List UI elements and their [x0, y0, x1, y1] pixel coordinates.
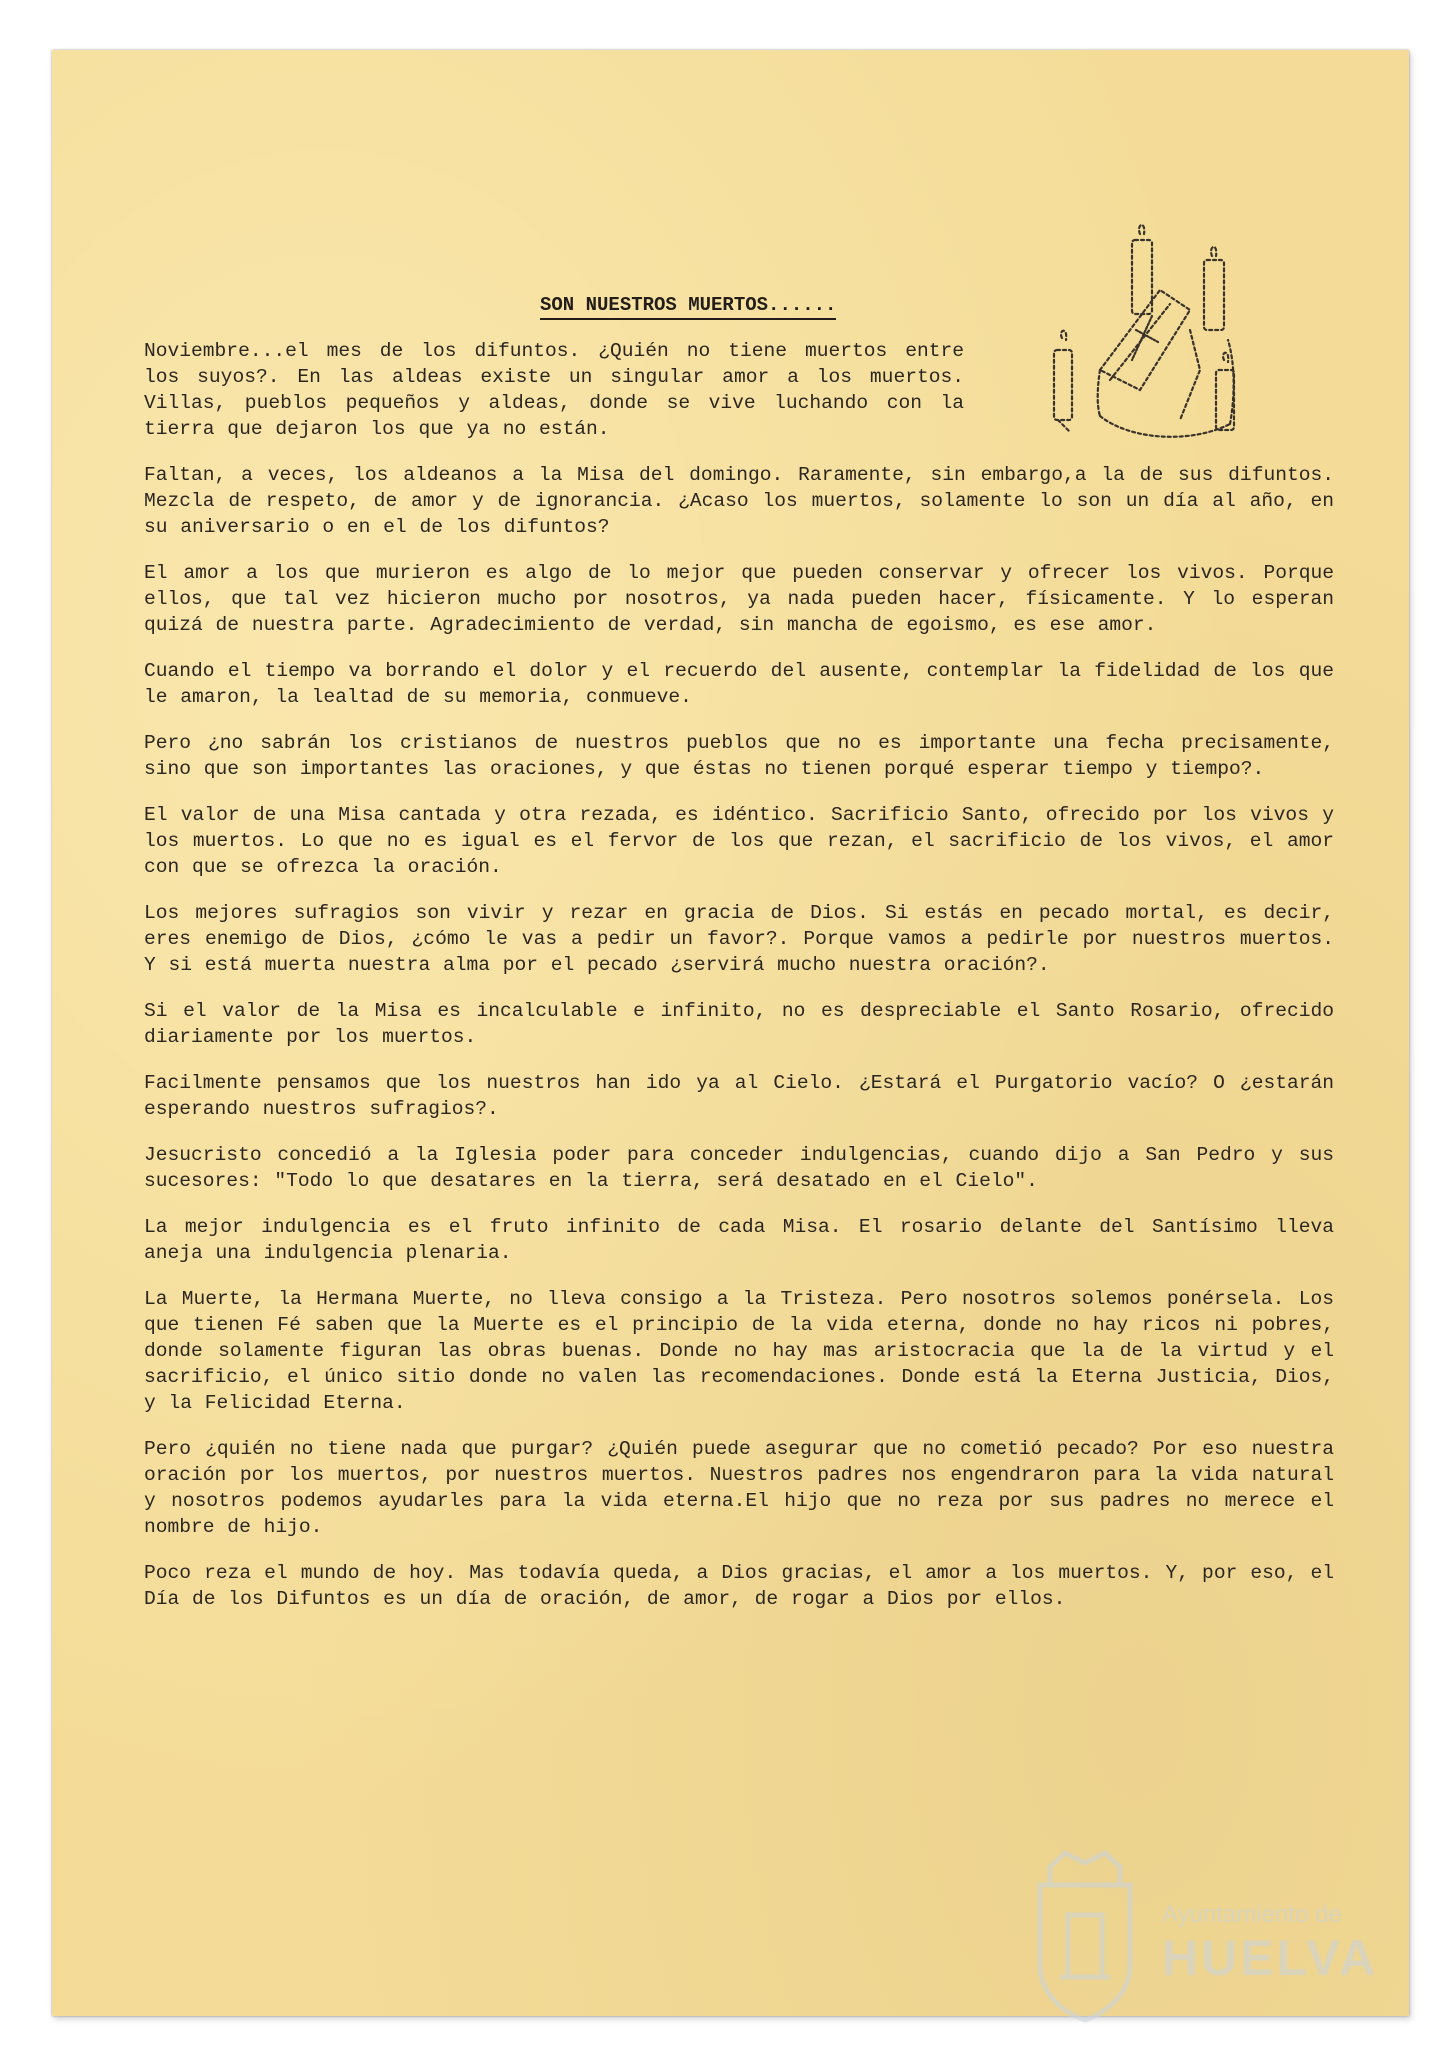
paragraph-9: Facilmente pensamos que los nuestros han ido ya al Cielo. ¿Estará el Purgatorio vacío? O ¿estarán esperando nuestros sufragios?. — [144, 1072, 1334, 1120]
paragraph-14: Poco reza el mundo de hoy. Mas todavía queda, a Dios gracias, el amor a los muertos. Y, por eso, el Día de los Difuntos es un día de oración, de amor, de rogar a Dios por ellos. — [144, 1562, 1334, 1610]
paragraph-11: La mejor indulgencia es el fruto infinito de cada Misa. El rosario delante del Santísimo lleva aneja una indulgencia plenaria. — [144, 1216, 1334, 1264]
document-title: SON NUESTROS MUERTOS...... — [144, 294, 1334, 316]
paragraph-3: El amor a los que murieron es algo de lo mejor que pueden conservar y ofrecer los vivos. Porque ellos, que tal vez hicieron mucho por nosotros, ya nada pueden hacer, físicamente. Y lo esperan quizá de nuestra parte. Agradecimiento de verdad, sin mancha de egoismo, es ese amor. — [144, 562, 1334, 636]
document-body — [144, 294, 1334, 1904]
city-seal-icon — [1020, 1845, 1150, 2025]
paragraph-1: Noviembre...el mes de los difuntos. ¿Quién no tiene muertos entre los suyos?. En las aldeas existe un singular amor a los muertos. Villas, pueblos pequeños y aldeas, donde se vive luchando con la tierra que dejaron los que ya no están. — [144, 340, 964, 440]
paragraph-6: El valor de una Misa cantada y otra rezada, es idéntico. Sacrificio Santo, ofrecido por los vivos y los muertos. Lo que no es igual es el fervor de los que rezan, el sacrificio de los vivos, el amor con que se ofrezca la oración. — [144, 804, 1334, 878]
document-page — [52, 50, 1409, 2016]
paragraph-5: Pero ¿no sabrán los cristianos de nuestros pueblos que no es importante una fecha precisamente, sino que son importantes las oraciones, y que éstas no tienen porqué esperar tiempo y tiempo?. — [144, 732, 1334, 780]
paragraph-10: Jesucristo concedió a la Iglesia poder para conceder indulgencias, cuando dijo a San Pedro y sus sucesores: "Todo lo que desatares en la tierra, será desatado en el Cielo". — [144, 1144, 1334, 1192]
paragraph-7: Los mejores sufragios son vivir y rezar en gracia de Dios. Si estás en pecado mortal, es decir, eres enemigo de Dios, ¿cómo le vas a pedir un favor?. Porque vamos a pedirle por nuestros muertos. Y si está muerta nuestra alma por el pecado ¿servirá mucho nuestra oración?. — [144, 902, 1334, 976]
paragraph-8: Si el valor de la Misa es incalculable e infinito, no es despreciable el Santo Rosario, ofrecido diariamente por los muertos. — [144, 1000, 1334, 1048]
watermark-line-2: HUELVA — [1162, 1930, 1379, 1986]
watermark — [1020, 1845, 1380, 2025]
paragraph-4: Cuando el tiempo va borrando el dolor y el recuerdo del ausente, contemplar la fidelidad de los que le amaron, la lealtad de su memoria, conmueve. — [144, 660, 1334, 708]
paragraph-12: La Muerte, la Hermana Muerte, no lleva consigo a la Tristeza. Pero nosotros solemos ponérsela. Los que tienen Fé saben que la Muerte es el principio de la vida eterna, donde no hay ricos ni pobres, donde solamente figuran las obras buenas. Donde no hay mas aristocracia que la de la virtud y el sacrificio, el único sitio donde no valen las recomendaciones. Donde está la Eterna Justicia, Dios, y la Felicidad Eterna. — [144, 1288, 1334, 1414]
paragraph-2: Faltan, a veces, los aldeanos a la Misa del domingo. Raramente, sin embargo,a la de sus difuntos. Mezcla de respeto, de amor y de ignorancia. ¿Acaso los muertos, solamente lo son un día al año, en su aniversario o en el de los difuntos? — [144, 464, 1334, 538]
paragraph-13: Pero ¿quién no tiene nada que purgar? ¿Quién puede asegurar que no cometió pecado? Por eso nuestra oración por los muertos, por nuestros muertos. Nuestros padres nos engendraron para la vida natural y nosotros podemos ayudarles para la vida eterna.El hijo que no reza por sus padres no merece el nombre de hijo. — [144, 1438, 1334, 1538]
watermark-line-1: Ayuntamiento de — [1162, 1901, 1342, 1928]
